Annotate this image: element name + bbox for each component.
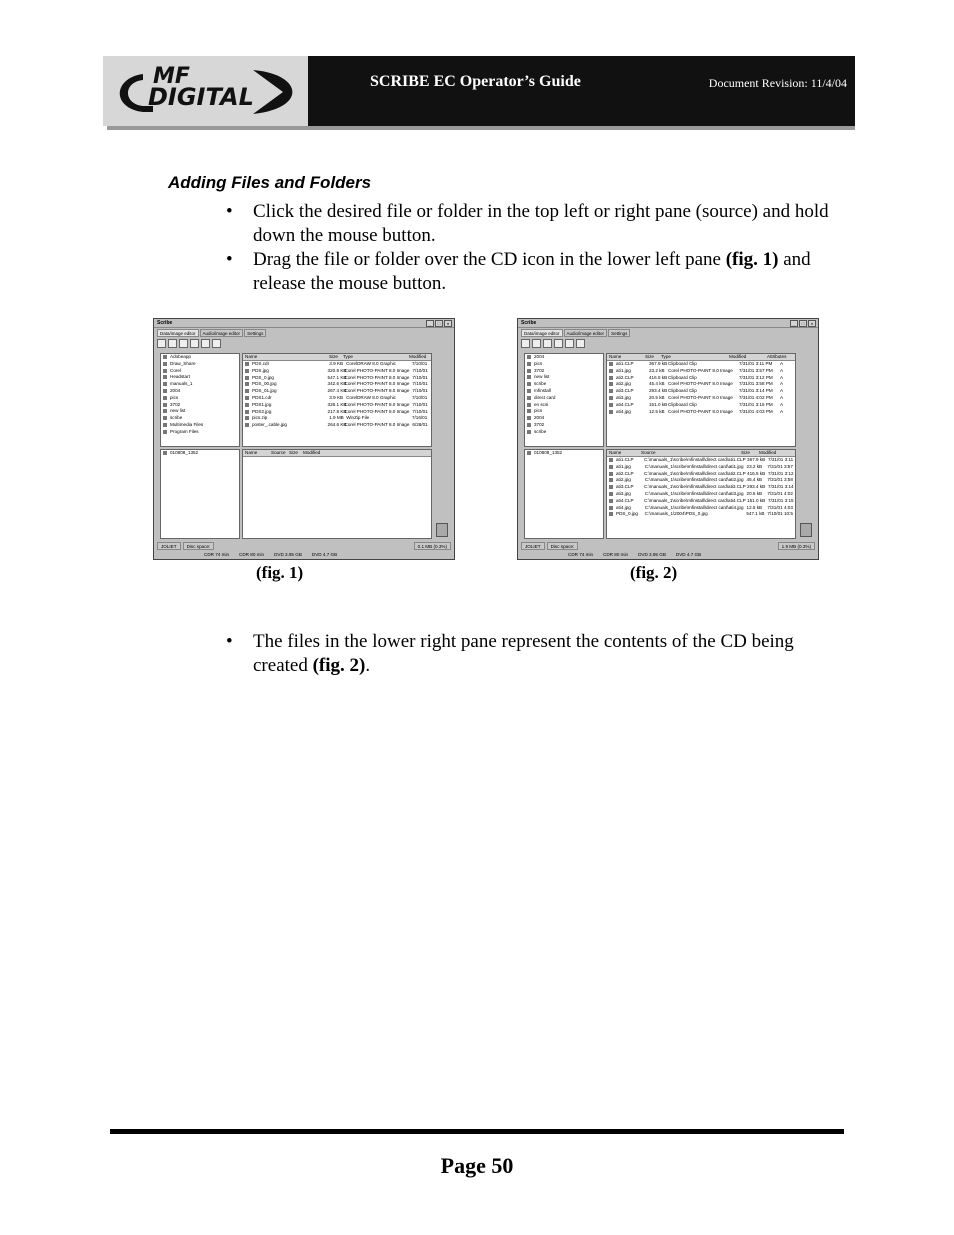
- header-shadow: [107, 126, 855, 130]
- file-row[interactable]: ati3.CLP 293.4 kB Clipboard Clip 7/31/01 3:14 PM A: [607, 388, 795, 395]
- file-row[interactable]: poster_.cable.jpg 264.6 KB Corel PHOTO-PAINT 8.0 Image 6/28/01: [243, 422, 431, 429]
- disc-file-row[interactable]: ati4.CLP C:\manuals_1\scribe\mfinstall\direct card\ati4.CLP 151.0 kB 7/31/01 3:15: [607, 498, 795, 505]
- figure-1-caption: (fig. 1): [256, 563, 304, 582]
- radio-dvd-395[interactable]: DVD 3.95 GB: [638, 552, 666, 557]
- file-row[interactable]: PDS1.jpg 326.1 KB Corel PHOTO-PAINT 8.0 Image 7/10/01: [243, 402, 431, 409]
- burn-icon[interactable]: [190, 339, 199, 348]
- folder-icon: [163, 423, 167, 427]
- tree-folder-item[interactable]: manuals_1: [161, 381, 239, 388]
- file-row[interactable]: PDS2.jpg 217.8 KB Corel PHOTO-PAINT 8.0 Image 7/10/01: [243, 409, 431, 416]
- guide-title: SCRIBE EC Operator’s Guide: [370, 73, 581, 90]
- cd-icon: [527, 451, 531, 455]
- save-icon[interactable]: [543, 339, 552, 348]
- file-row[interactable]: ati4.jpg 12.5 kB Corel PHOTO-PAINT 8.0 Image 7/31/01 4:03 PM A: [607, 409, 795, 416]
- folder-icon: [163, 403, 167, 407]
- tree-folder-item[interactable]: pics: [525, 361, 603, 368]
- save-icon[interactable]: [179, 339, 188, 348]
- document-revision: Document Revision: 11/4/04: [708, 76, 847, 90]
- window-tabs: [518, 329, 818, 337]
- folder-icon: [163, 382, 167, 386]
- tree-folder-item[interactable]: mfinstall: [525, 388, 603, 395]
- toolbar: [157, 338, 451, 348]
- file-row[interactable]: ati1.jpg 23.2 kB Corel PHOTO-PAINT 8.0 Image 7/31/01 3:57 PM A: [607, 368, 795, 375]
- tree-folder-item[interactable]: new list: [161, 408, 239, 415]
- file-icon: [609, 465, 613, 469]
- open-icon[interactable]: [168, 339, 177, 348]
- folder-icon: [527, 369, 531, 373]
- file-icon: [245, 416, 249, 420]
- file-list-header: Name Size Type Modified: [243, 354, 431, 361]
- cd-icon: [163, 451, 167, 455]
- folder-icon: [163, 389, 167, 393]
- file-row[interactable]: pics.zip 1.9 MB WinZip File 7/16/01: [243, 415, 431, 422]
- cd-disc-item[interactable]: 010808_1352: [161, 450, 239, 457]
- file-icon: [609, 396, 613, 400]
- disc-file-row[interactable]: PDS_0.jpg C:\manuals_1\2004\PDS_0.jpg 547.1 kB 7/10/01 10:5: [607, 511, 795, 518]
- folder-icon: [527, 423, 531, 427]
- folder-icon: [163, 375, 167, 379]
- disc-file-row[interactable]: ati2.CLP C:\manuals_1\scribe\mfinstall\direct card\ati2.CLP 416.5 kB 7/31/01 3:12: [607, 471, 795, 478]
- disc-size-options: [204, 551, 444, 558]
- tree-folder-item[interactable]: 2004: [161, 388, 239, 395]
- file-icon: [245, 382, 249, 386]
- folder-icon: [163, 430, 167, 434]
- radio-dvd-395[interactable]: DVD 3.95 GB: [274, 552, 302, 557]
- file-icon: [245, 403, 249, 407]
- minimize-icon[interactable]: _: [426, 320, 434, 327]
- file-icon: [245, 423, 249, 427]
- file-row[interactable]: ati2.jpg 45.4 kB Corel PHOTO-PAINT 8.0 Image 7/31/01 3:58 PM A: [607, 381, 795, 388]
- file-row[interactable]: ati2.CLP 416.5 kB Clipboard Clip 7/31/01 3:12 PM A: [607, 375, 795, 382]
- tree-folder-item[interactable]: scribe: [161, 415, 239, 422]
- disc-icon[interactable]: [212, 339, 221, 348]
- status-bar: JOLIET Disc space: 0.1 MB (0.3%): [157, 542, 451, 550]
- folder-icon: [527, 409, 531, 413]
- file-icon: [609, 472, 613, 476]
- section-title: Adding Files and Folders: [168, 173, 372, 192]
- tree-folder-item[interactable]: en scsi: [525, 402, 603, 409]
- list-item: • Click the desired file or folder in the top left or right pane (source) and hold down the mouse button.: [226, 201, 829, 246]
- tree-folder-item[interactable]: scribe: [525, 381, 603, 388]
- tree-folder-item[interactable]: Multimedia Files: [161, 422, 239, 429]
- folder-icon: [527, 416, 531, 420]
- new-icon[interactable]: [521, 339, 530, 348]
- tree-folder-item[interactable]: direct card: [525, 395, 603, 402]
- tree-folder-item[interactable]: 3702: [525, 422, 603, 429]
- file-row[interactable]: PDS1.cdr 3.9 KB CorelDRAW 8.0 Graphic 7/10/01: [243, 395, 431, 402]
- tree-folder-item[interactable]: 2004: [525, 415, 603, 422]
- erase-icon[interactable]: [201, 339, 210, 348]
- new-icon[interactable]: [157, 339, 166, 348]
- bullet-icon: •: [226, 201, 233, 222]
- disc-file-row[interactable]: ati3.jpg C:\manuals_1\scribe\mfinstall\direct card\ati3.jpg 20.5 kB 7/31/01 4:02: [607, 491, 795, 498]
- maximize-icon[interactable]: □: [435, 320, 443, 327]
- disc-file-row[interactable]: ati1.jpg C:\manuals_1\scribe\mfinstall\direct card\ati1.jpg 23.2 kB 7/31/01 3:57: [607, 464, 795, 471]
- minimize-icon[interactable]: _: [790, 320, 798, 327]
- folder-icon: [163, 369, 167, 373]
- tree-folder-item[interactable]: Draw_Share: [161, 361, 239, 368]
- file-row[interactable]: ati4.CLP 151.0 kB Clipboard Clip 7/31/01 3:15 PM A: [607, 402, 795, 409]
- file-icon: [245, 410, 249, 414]
- file-icon: [609, 506, 613, 510]
- trash-icon[interactable]: [436, 523, 448, 537]
- disc-file-row[interactable]: ati4.jpg C:\manuals_1\scribe\mfinstall\direct card\ati4.jpg 12.5 kB 7/31/01 4:03: [607, 505, 795, 512]
- folder-icon: [527, 403, 531, 407]
- folder-icon: [527, 389, 531, 393]
- file-row[interactable]: PDS_0.jpg 547.1 KB Corel PHOTO-PAINT 8.0 Image 7/10/01: [243, 375, 431, 382]
- disc-size-options: [568, 551, 808, 558]
- close-icon[interactable]: ×: [444, 320, 452, 327]
- disc-layout-pane[interactable]: [524, 449, 604, 539]
- folder-icon: [163, 416, 167, 420]
- tree-folder-item[interactable]: Adobeapp: [161, 354, 239, 361]
- tree-folder-item[interactable]: 3702: [525, 368, 603, 375]
- radio-dvd-47[interactable]: DVD 4.7 GB: [311, 552, 338, 557]
- radio-cdr-74[interactable]: CDR 74 min: [204, 552, 230, 557]
- file-icon: [609, 362, 613, 366]
- status-bar: JOLIET Disc space: 1.9 MB (0.3%): [521, 542, 815, 550]
- tree-folder-item[interactable]: pics: [161, 395, 239, 402]
- bullet-icon: •: [226, 631, 233, 652]
- radio-dvd-47[interactable]: DVD 4.7 GB: [675, 552, 702, 557]
- radio-cdr-74[interactable]: CDR 74 min: [568, 552, 594, 557]
- file-icon: [609, 492, 613, 496]
- instruction-list-2: [226, 630, 846, 678]
- file-list-header: Name Size Type Modified Attributes: [607, 354, 795, 361]
- disc-contents-header: Name Source Size Modified: [243, 450, 431, 457]
- figure-reference: (fig. 2): [312, 655, 366, 676]
- file-icon: [609, 512, 613, 516]
- instruction-list: [226, 200, 846, 296]
- folder-icon: [527, 396, 531, 400]
- page-number: Page 50: [440, 1153, 514, 1178]
- tab-audio-image-editor[interactable]: Audio/image editor: [200, 329, 244, 337]
- figure-2-screenshot: [517, 318, 819, 560]
- tree-folder-item[interactable]: pics: [525, 408, 603, 415]
- file-row[interactable]: PDS.jpg 320.8 KB Corel PHOTO-PAINT 8.0 Image 7/10/01: [243, 368, 431, 375]
- file-icon: [609, 376, 613, 380]
- toolbar: [521, 338, 815, 348]
- figure-reference: (fig. 1): [725, 249, 779, 270]
- file-row[interactable]: PDS_01.jpg 267.4 KB Corel PHOTO-PAINT 8.0 Image 7/10/01: [243, 388, 431, 395]
- folder-icon: [527, 430, 531, 434]
- close-icon[interactable]: ×: [808, 320, 816, 327]
- svg-text:MF: MF: [153, 64, 190, 89]
- file-row[interactable]: ati3.jpg 20.5 kB Corel PHOTO-PAINT 8.0 Image 7/31/01 4:02 PM A: [607, 395, 795, 402]
- trash-icon[interactable]: [800, 523, 812, 537]
- open-icon[interactable]: [532, 339, 541, 348]
- window-titlebar: Scribe _ □ ×: [154, 319, 454, 328]
- file-icon: [245, 396, 249, 400]
- file-icon: [609, 410, 613, 414]
- cd-disc-item[interactable]: 010808_1352: [525, 450, 603, 457]
- tree-folder-item[interactable]: scribe: [525, 429, 603, 436]
- footer-rule: [110, 1129, 844, 1134]
- disc-contents-header: Name Source Size Modified: [607, 450, 795, 457]
- file-row[interactable]: PDS_00.jpg 342.6 KB Corel PHOTO-PAINT 8.0 Image 7/10/01: [243, 381, 431, 388]
- radio-cdr-80[interactable]: CDR 80 min: [603, 552, 629, 557]
- disc-file-row[interactable]: ati3.CLP C:\manuals_1\scribe\mfinstall\direct card\ati3.CLP 293.4 kB 7/31/01 3:14: [607, 484, 795, 491]
- tree-folder-item[interactable]: 2004: [525, 354, 603, 361]
- disc-layout-pane[interactable]: [160, 449, 240, 539]
- tree-folder-item[interactable]: 3702: [161, 402, 239, 409]
- file-icon: [245, 362, 249, 366]
- folder-icon: [527, 375, 531, 379]
- burn-icon[interactable]: [554, 339, 563, 348]
- folder-icon: [163, 409, 167, 413]
- list-item: • Drag the file or folder over the CD icon in the lower left pane (fig. 1) and release the mouse button.: [226, 249, 811, 294]
- tab-audio-image-editor[interactable]: Audio/image editor: [564, 329, 608, 337]
- tab-settings[interactable]: Settings: [244, 329, 266, 337]
- tab-settings[interactable]: Settings: [608, 329, 630, 337]
- list-item: • The files in the lower right pane represent the contents of the CD being created (fig. 2).: [226, 631, 794, 676]
- folder-icon: [163, 396, 167, 400]
- tree-folder-item[interactable]: Corel: [161, 368, 239, 375]
- page-header: [103, 56, 855, 126]
- folder-icon: [163, 362, 167, 366]
- disc-file-row[interactable]: ati1.CLP C:\manuals_1\scribe\mfinstall\direct card\ati1.CLP 367.9 kB 7/31/01 3:11: [607, 457, 795, 464]
- svg-text:DIGITAL: DIGITAL: [148, 83, 254, 111]
- bullet-icon: •: [226, 249, 233, 270]
- disc-icon[interactable]: [576, 339, 585, 348]
- tree-folder-item[interactable]: Program Files: [161, 429, 239, 436]
- figure-1-screenshot: [153, 318, 455, 560]
- disc-contents-pane[interactable]: [242, 449, 432, 539]
- folder-icon: [163, 355, 167, 359]
- mf-digital-logo: [103, 56, 308, 126]
- file-icon: [609, 403, 613, 407]
- file-icon: [245, 389, 249, 393]
- file-icon: [245, 369, 249, 373]
- radio-cdr-80[interactable]: CDR 80 min: [239, 552, 265, 557]
- disc-file-row[interactable]: ati2.jpg C:\manuals_1\scribe\mfinstall\direct card\ati2.jpg 45.4 kB 7/31/01 3:58: [607, 477, 795, 484]
- tree-folder-item[interactable]: new list: [525, 374, 603, 381]
- folder-icon: [527, 355, 531, 359]
- tab-data-image-editor[interactable]: Data/image editor: [521, 329, 563, 337]
- figure-2-caption: (fig. 2): [630, 563, 678, 582]
- file-row[interactable]: PDS.cdr 3.9 KB CorelDRAW 8.0 Graphic 7/10/01: [243, 361, 431, 368]
- file-icon: [609, 499, 613, 503]
- erase-icon[interactable]: [565, 339, 574, 348]
- file-list-pane[interactable]: [606, 353, 796, 447]
- folder-icon: [527, 362, 531, 366]
- file-icon: [609, 389, 613, 393]
- file-row[interactable]: ati1.CLP 367.9 kB Clipboard Clip 7/31/01 3:11 PM A: [607, 361, 795, 368]
- file-icon: [609, 478, 613, 482]
- file-icon: [609, 382, 613, 386]
- window-tabs: [154, 329, 454, 337]
- maximize-icon[interactable]: □: [799, 320, 807, 327]
- file-list-pane[interactable]: [242, 353, 432, 447]
- file-icon: [245, 376, 249, 380]
- folder-tree-pane[interactable]: [160, 353, 240, 447]
- file-icon: [609, 458, 613, 462]
- file-icon: [609, 369, 613, 373]
- folder-icon: [527, 382, 531, 386]
- folder-tree-pane[interactable]: [524, 353, 604, 447]
- disc-contents-pane[interactable]: [606, 449, 796, 539]
- file-icon: [609, 485, 613, 489]
- tree-folder-item[interactable]: Headstart: [161, 374, 239, 381]
- window-titlebar: Scribe _ □ ×: [518, 319, 818, 328]
- tab-data-image-editor[interactable]: Data/image editor: [157, 329, 199, 337]
